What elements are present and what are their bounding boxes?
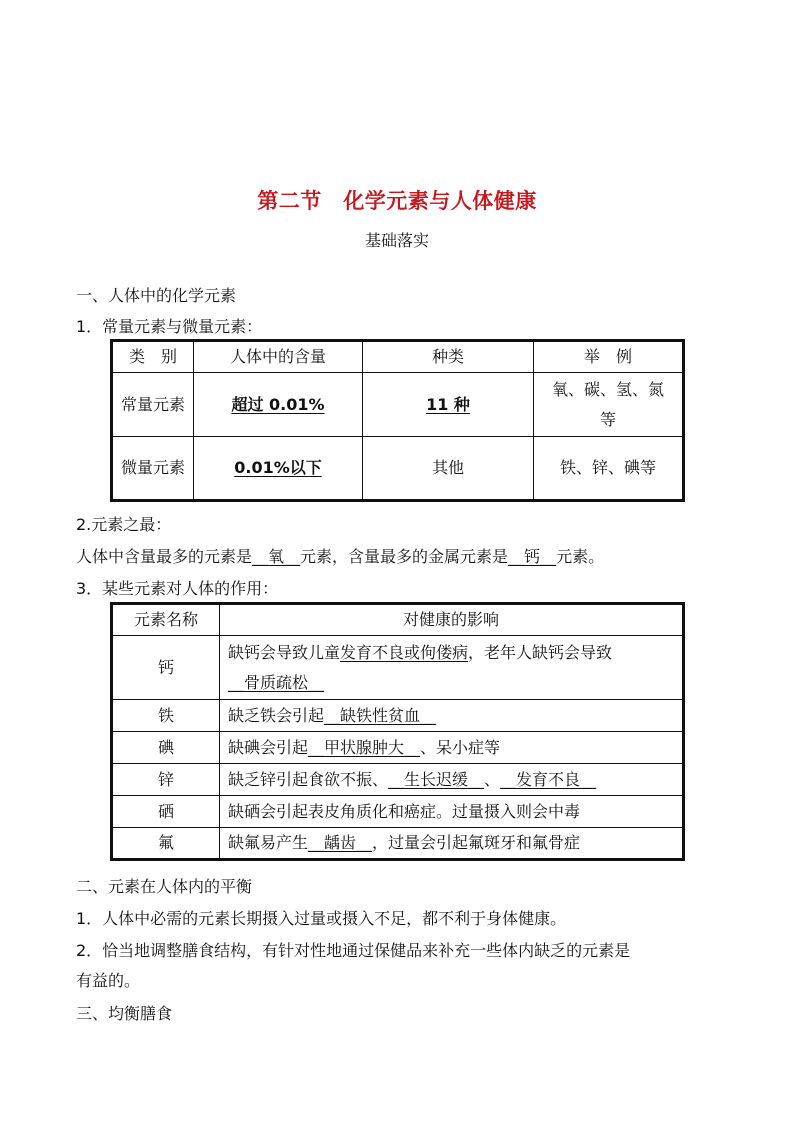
cell-element: 硒 — [112, 796, 220, 828]
section2-heading: 二、元素在人体内的平衡 — [76, 877, 253, 896]
header-element: 元素名称 — [112, 604, 220, 636]
header-effect: 对健康的影响 — [220, 604, 684, 636]
cell-effect: 缺碘会引起__甲状腺肿大__、呆小症等 — [220, 732, 684, 764]
element-category-table — [110, 339, 685, 502]
header-kinds: 种类 — [363, 341, 534, 373]
header-category: 类 别 — [112, 341, 194, 373]
element-effect-table — [110, 602, 685, 861]
table-row — [112, 700, 684, 732]
table-header-row — [112, 604, 684, 636]
section1-item3: 3．某些元素对人体的作用： — [76, 579, 279, 598]
page-title: 第二节 化学元素与人体健康 — [257, 189, 537, 213]
table-row — [112, 373, 684, 437]
table-row — [112, 828, 684, 860]
table-row — [112, 636, 684, 700]
cell-content: 0.01%以下 — [194, 437, 363, 501]
cell-effect: 缺钙会导致儿童发育不良或佝偻病，老年人缺钙会导致 __骨质疏松__ — [220, 636, 684, 700]
section2-item1: 1．人体中必需的元素长期摄入过量或摄入不足，都不利于身体健康。 — [76, 909, 567, 928]
section2-item2-line1: 2．恰当地调整膳食结构，有针对性地通过保健品来补充一些体内缺乏的元素是 — [76, 941, 631, 960]
cell-effect: 缺硒会引起表皮角质化和癌症。过量摄入则会中毒 — [220, 796, 684, 828]
cell-effect: 缺氟易产生__龋齿__，过量会引起氟斑牙和氟骨症 — [220, 828, 684, 860]
section2-item2-line2: 有益的。 — [76, 971, 141, 990]
cell-element: 氟 — [112, 828, 220, 860]
answer-calcium: __钙__ — [508, 547, 557, 566]
page-subtitle: 基础落实 — [364, 231, 429, 250]
cell-category: 微量元素 — [112, 437, 194, 501]
section1-heading: 一、人体中的化学元素 — [76, 286, 237, 305]
cell-effect: 缺乏铁会引起__缺铁性贫血__ — [220, 700, 684, 732]
cell-element: 铁 — [112, 700, 220, 732]
header-example: 举 例 — [534, 341, 684, 373]
header-content: 人体中的含量 — [194, 341, 363, 373]
cell-element: 钙 — [112, 636, 220, 700]
cell-example: 铁、锌、碘等 — [534, 437, 684, 501]
table-row — [112, 796, 684, 828]
cell-kinds: 其他 — [363, 437, 534, 501]
table-header-row — [112, 341, 684, 373]
cell-content: 超过 0.01% — [194, 373, 363, 437]
section1-item2: 2.元素之最： — [76, 515, 172, 534]
cell-effect: 缺乏锌引起食欲不振、__生长迟缓__、__发育不良__ — [220, 764, 684, 796]
section1-item2-line: 人体中含量最多的元素是__氧__元素，含量最多的金属元素是__钙__元素。 — [76, 547, 605, 566]
section1-item1: 1．常量元素与微量元素： — [76, 317, 263, 336]
section3-heading: 三、均衡膳食 — [76, 1004, 173, 1023]
answer-oxygen: __氧__ — [252, 547, 301, 566]
table-row — [112, 732, 684, 764]
table-row — [112, 437, 684, 501]
cell-element: 锌 — [112, 764, 220, 796]
cell-category: 常量元素 — [112, 373, 194, 437]
cell-example: 氧、碳、氢、氮等 — [534, 373, 684, 437]
table-row — [112, 764, 684, 796]
cell-kinds: 11 种 — [363, 373, 534, 437]
cell-element: 碘 — [112, 732, 220, 764]
